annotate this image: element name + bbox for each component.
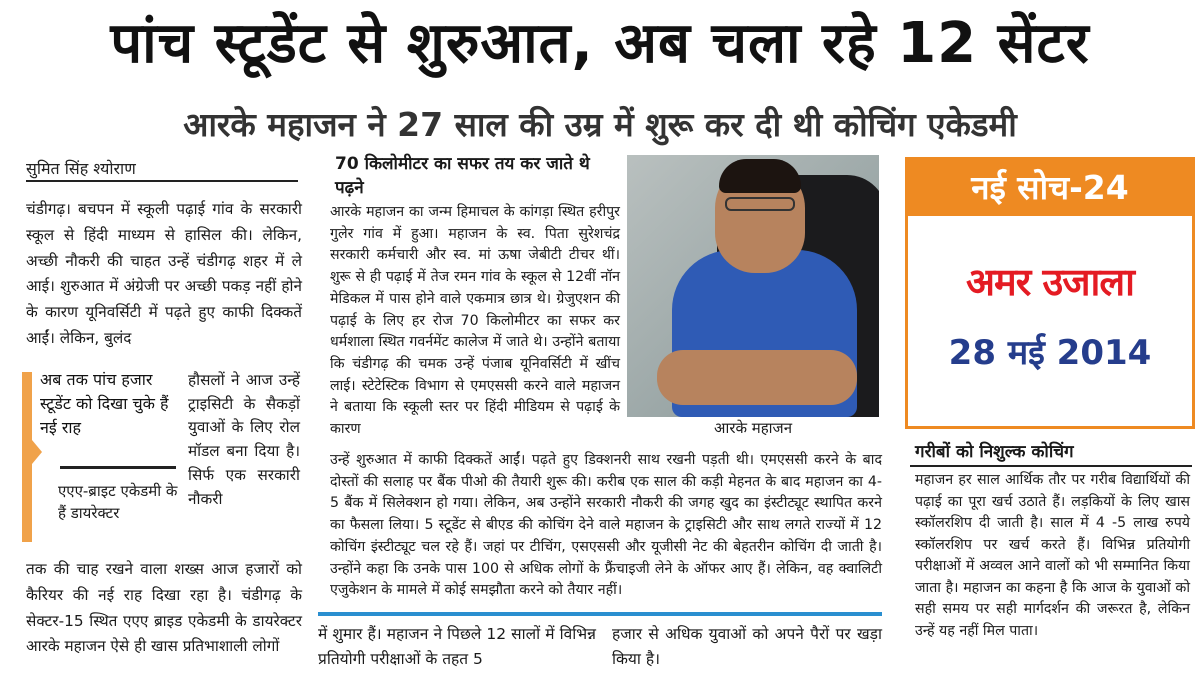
- portrait-photo: [627, 155, 879, 417]
- sidebar-text: महाजन हर साल आर्थिक तौर पर गरीब विद्यार्थियों की पढ़ाई का पूरा खर्च उठाते हैं। लड़कियों के लिए खास स्कॉलरशिप दी जाती है। साल में 4 -5 लाख रुपये स्कॉलरशिप पर खर्च करते हैं। विभिन्न प्रतियोगी परीक्षाओं में अव्वल आने वालों को भी सम्मानित किया जाता है। महाजन का कहना है कि आज के युवाओं को सही समय पर सही मार्गदर्शन की जरूरत है, लेकिन उन्हें यह नहीं मिल पाता।: [915, 472, 1190, 639]
- series-badge: [905, 157, 1195, 429]
- pull-quote-arrow: [32, 440, 42, 464]
- sidebar-rule: [910, 465, 1192, 467]
- sidebar-heading: गरीबों को निशुल्क कोचिंग: [915, 442, 1074, 462]
- section-heading: 70 किलोमीटर का सफर तय कर जाते थे पढ़ने: [335, 154, 590, 198]
- subheadline: आरके महाजन ने 27 साल की उम्र में शुरू कर दी थी कोचिंग एकेडमी: [183, 105, 1017, 144]
- photo-hair: [719, 159, 801, 193]
- photo-caption: आरके महाजन: [713, 419, 793, 437]
- article-bottom-left: में शुमार हैं। महाजन ने पिछले 12 सालों में विभिन्न प्रतियोगी परीक्षाओं के तहत 5: [318, 625, 596, 668]
- article-column-2-wide: उन्हें शुरुआत में काफी दिक्कतें आईं। पढ़ते हुए डिक्शनरी साथ रखनी पड़ती थी। एमएससी करने के बाद दोस्तों की सलाह पर बैंक पीओ की तैयारी शुरू की। करीब एक साल की कड़ी मेहनत के बाद महाजन का 4-5 बैंक में सिलेक्शन हो गया। लेकिन, अब उन्होंने सरकारी नौकरी की जगह खुद का इंस्टीट्यूट स्थापित करने का फैसला लिया। 5 स्टूडेंट से बीएड की कोचिंग देने वाले महाजन के ट्राइसिटी और साथ लगते राज्यों में 12 कोचिंग इंस्टीट्यूट चल रहे हैं। जहां पर टीचिंग, एसएससी और यूजीसी नेट की बेहतरीन कोचिंग दी जाती है। उन्होंने कहा कि उनके पास 100 से अधिक लोगों के फ्रैंचाइजी लेने के ऑफर आए हैं। लेकिन, वह क्वालिटी एजुकेशन के मामले में कोई समझौता करने को तैयार नहीं।: [330, 452, 882, 599]
- pull-quote-divider: [60, 466, 176, 469]
- pull-quote-accent-bar: [22, 372, 32, 542]
- publication-date: 28 मई 2014: [948, 333, 1152, 373]
- article-bottom-right: हजार से अधिक युवाओं को अपने पैरों पर खड़ा किया है।: [612, 625, 882, 668]
- byline: सुमित सिंह श्योराण: [26, 159, 136, 178]
- photo-glasses: [725, 197, 795, 211]
- article-column-1-intro: चंडीगढ़। बचपन में स्कूली पढ़ाई गांव के सरकारी स्कूल से हिंदी माध्यम से हासिल की। लेकिन, अच्छी नौकरी की चाहत उन्हें चंडीगढ़ शहर में ले आई। शुरुआत में अंग्रेजी पर अच्छी पकड़ नहीं होने के कारण यूनिवर्सिटी में पढ़ते हुए काफी दिक्कतें आईं। लेकिन, बुलंद: [26, 200, 302, 347]
- pull-quote: अब तक पांच हजार स्टूडेंट को दिखा चुके हैं नई राह: [40, 370, 169, 437]
- section-divider: [318, 612, 882, 616]
- article-wrap-text: हौसलों ने आज उन्हें ट्राइसिटी के सैकड़ों युवाओं के लिए रोल मॉडल बना दिया है। सिर्फ एक सरकारी नौकरी: [188, 371, 300, 508]
- photo-arms: [657, 350, 857, 405]
- newspaper-logo: अमर उजाला: [966, 260, 1134, 304]
- series-title: नई सोच-24: [908, 160, 1192, 216]
- byline-rule: [26, 180, 298, 182]
- article-column-1-continued: तक की चाह रखने वाला शख्स आज हजारों को कैरियर की नई राह दिखा रहा है। चंडीगढ़ के सेक्टर-15 स्थित एएए ब्राइड एकेडमी के डायरेक्टर आरके महाजन ऐसे ही खास प्रतिभाशाली लोगों: [26, 560, 302, 656]
- article-column-2: आरके महाजन का जन्म हिमाचल के कांगड़ा स्थित हरीपुर गुलेर गांव में हुआ। महाजन के स्व. पिता सुरेशचंद्र सरकारी कर्मचारी और स्व. मां ऊषा जेबीटी टीचर थीं। शुरू से ही पढ़ाई में तेज रमन गांव के स्कूल से 12वीं नॉन मेडिकल में पास होने वाले एकमात्र छात्र थे। ग्रेजुएशन की पढ़ाई के लिए हर रोज 70 किलोमीटर का सफर कर धर्मशाला स्थित गवर्नमेंट कालेज में जाते थे। उन्होंने बताया कि चंडीगढ़ की चमक उन्हें पंजाब यूनिवर्सिटी में खींच लाई। स्टेटेस्टिक विभाग से एमएससी करने वाले महाजन ने बताया कि स्कूली स्तर पर हिंदी मीडियम से पढ़ाई के कारण: [330, 204, 620, 438]
- pull-quote-caption: एएए-ब्राइट एकेडमी के हैं डायरेक्टर: [58, 482, 178, 522]
- headline: पांच स्टूडेंट से शुरुआत, अब चला रहे 12 सेंटर: [110, 11, 1090, 76]
